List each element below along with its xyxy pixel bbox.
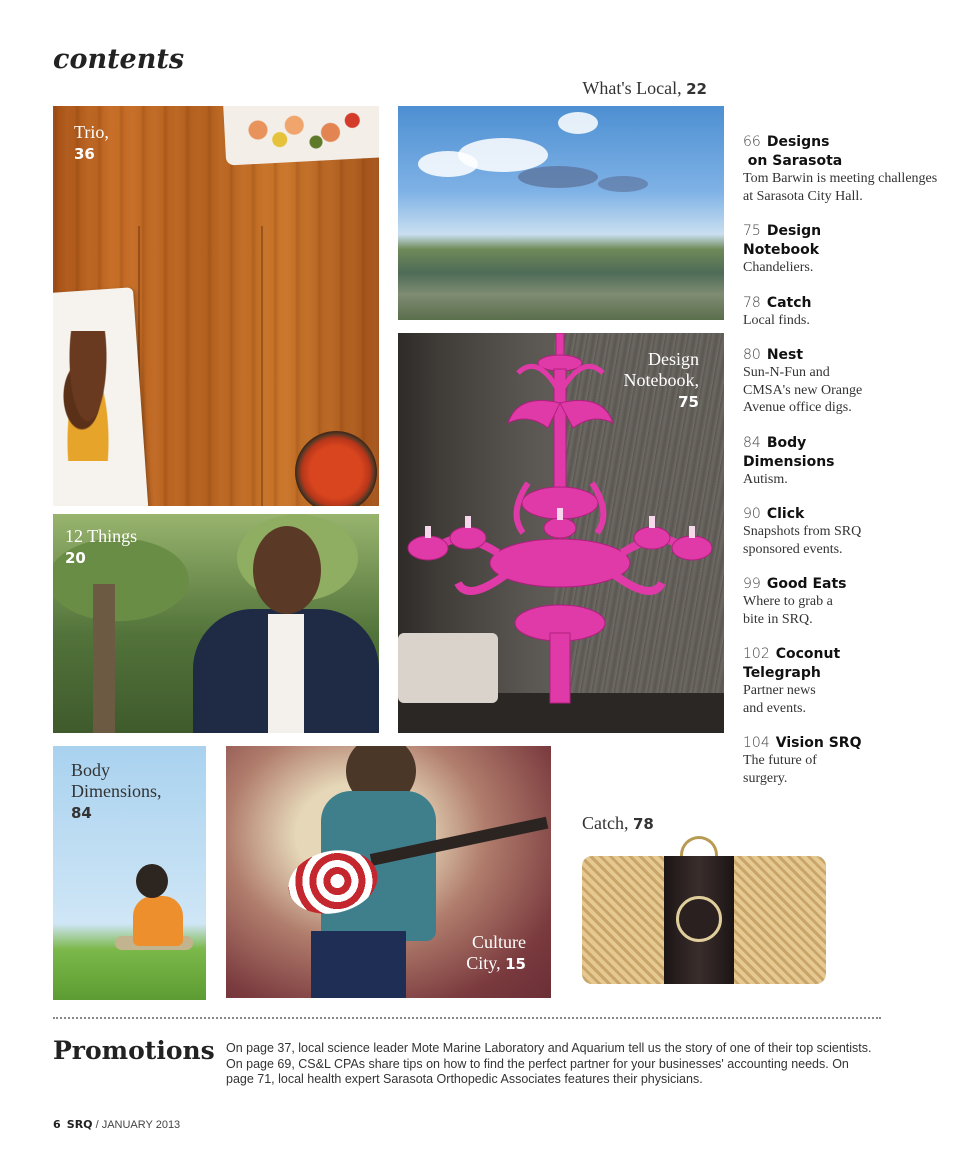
toc-page-number: 66	[743, 134, 761, 150]
toc-page-number: 99	[743, 576, 761, 592]
storm-cloud	[518, 166, 598, 188]
toc-description: Snapshots from SRQ sponsored events.	[743, 524, 862, 557]
toc-list	[743, 132, 943, 803]
magazine-name: SRQ	[66, 1118, 93, 1131]
contents-heading: contents	[53, 44, 185, 75]
toc-item[interactable]	[743, 644, 943, 717]
culture-city-caption	[466, 932, 526, 975]
toc-description: Tom Barwin is meeting challenges at Sarasota City Hall.	[743, 171, 938, 204]
design-notebook-title-2: Notebook,	[623, 370, 699, 390]
toc-title: Click	[766, 506, 805, 522]
body-dimensions-title-1: Body	[71, 760, 111, 780]
toc-page-number: 102	[743, 646, 770, 662]
toc-description: Sun-N-Fun and CMSA's new Orange Avenue office digs.	[743, 365, 863, 415]
toc-description: Autism.	[743, 471, 788, 487]
trio-photo[interactable]	[53, 106, 379, 506]
man-shirt	[268, 614, 304, 733]
toc-item[interactable]	[743, 574, 943, 628]
catch-title: Catch,	[582, 813, 629, 833]
shrimp-dish	[229, 106, 374, 154]
page-footer	[53, 1118, 180, 1131]
toc-page-number: 78	[743, 294, 761, 311]
toc-page-number: 104	[743, 735, 770, 751]
body-dimensions-photo[interactable]	[53, 746, 206, 1000]
design-notebook-photo[interactable]	[398, 333, 724, 733]
culture-city-title-1: Culture	[472, 932, 526, 952]
toc-item[interactable]	[743, 504, 943, 558]
culture-city-title-2: City,	[466, 953, 501, 973]
purse-clasp	[680, 836, 718, 858]
body-dimensions-title-2: Dimensions,	[71, 781, 162, 801]
wood-plank	[138, 226, 263, 506]
culture-city-page: 15	[505, 955, 526, 973]
culture-city-photo[interactable]	[226, 746, 551, 998]
dotted-divider	[53, 1017, 881, 1019]
toc-title: Coconut	[775, 646, 841, 662]
whats-local-title: What's Local,	[582, 78, 682, 98]
toc-item[interactable]	[743, 221, 943, 277]
promotions-title: Promotions	[53, 1036, 215, 1065]
child-shirt	[133, 896, 183, 946]
toc-page-number: 84	[743, 434, 761, 451]
whats-local-caption	[520, 78, 707, 99]
cloud	[558, 112, 598, 134]
toc-page-number: 80	[743, 347, 761, 363]
sauce-bowl	[295, 431, 377, 506]
body-dimensions-caption	[71, 760, 162, 824]
twelve-things-caption	[65, 526, 137, 569]
issue-date: / JANUARY 2013	[95, 1119, 181, 1131]
design-notebook-page: 75	[678, 393, 699, 411]
toc-title-cont: Dimensions	[743, 453, 835, 470]
toc-item[interactable]	[743, 132, 943, 205]
trio-page: 36	[74, 145, 95, 163]
whats-local-page: 22	[686, 80, 707, 98]
coral-emblem-icon	[676, 896, 722, 942]
toc-title: Body	[766, 434, 807, 451]
storm-cloud	[598, 176, 648, 192]
promotions-text: On page 37, local science leader Mote Marine Laboratory and Aquarium tell us the story of one of their top scientists. On page 69, CS&L CPAs share tips on how to find the perfect partner for your businesses' accounting needs. On page 71, local health expert Sarasota Orthopedic Associates features their physicians.	[226, 1041, 872, 1086]
twelve-things-title: 12 Things	[65, 526, 138, 546]
toc-title: Design	[766, 223, 822, 239]
toc-title: Vision SRQ	[775, 735, 862, 751]
toc-description: The future of surgery.	[743, 753, 817, 786]
toc-title: Catch	[766, 294, 812, 311]
catch-page: 78	[633, 815, 654, 833]
lamb-dish	[58, 331, 118, 461]
catch-caption	[582, 813, 654, 834]
toc-title: Nest	[766, 347, 804, 363]
toc-title-cont: Notebook	[743, 242, 820, 258]
whats-local-photo[interactable]	[398, 106, 724, 320]
toc-description: Partner news and events.	[743, 683, 816, 716]
toc-title-cont: Telegraph	[743, 665, 821, 681]
toc-item[interactable]	[743, 293, 943, 330]
toc-description: Where to grab a bite in SRQ.	[743, 594, 833, 627]
child-head	[136, 864, 168, 898]
catch-photo[interactable]	[582, 836, 826, 986]
trio-caption	[74, 122, 109, 165]
man-head	[253, 526, 321, 614]
toc-title: Good Eats	[766, 576, 847, 592]
toc-item[interactable]	[743, 433, 943, 489]
toc-title-cont: on Sarasota	[747, 153, 843, 169]
twelve-things-photo[interactable]	[53, 514, 379, 733]
toc-page-number: 90	[743, 506, 761, 522]
page-number: 6	[53, 1118, 61, 1131]
toc-item[interactable]	[743, 345, 943, 417]
trio-title: Trio,	[74, 122, 109, 142]
toc-item[interactable]	[743, 733, 943, 787]
body-dimensions-page: 84	[71, 804, 92, 822]
toc-page-number: 75	[743, 223, 761, 239]
design-notebook-title-1: Design	[648, 349, 699, 369]
musician-jeans	[311, 931, 406, 998]
twelve-things-page: 20	[65, 549, 86, 567]
cloud	[418, 151, 478, 177]
toc-description: Local finds.	[743, 312, 810, 328]
toc-title: Designs	[766, 134, 830, 150]
design-notebook-caption	[624, 349, 700, 413]
toc-description: Chandeliers.	[743, 260, 814, 275]
tree-trunk	[93, 584, 115, 733]
